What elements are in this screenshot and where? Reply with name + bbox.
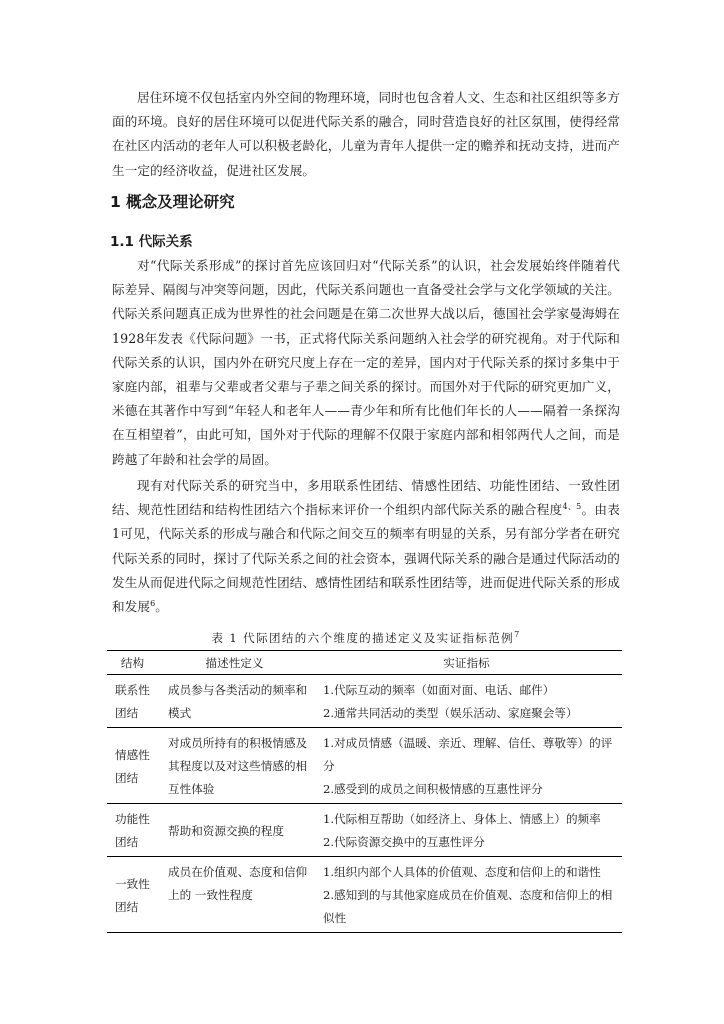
indicator-item: 2.感知到的与其他家庭成员在价值观、态度和信仰上的相似性 bbox=[323, 888, 613, 925]
cell-structure bbox=[107, 804, 158, 857]
paragraph-text: 现有对代际关系的研究当中，多用联系性团结、情感性团结、功能性团结、一致性团结、规范性团结和结构性团结六个指标来评价一个组织内部代际关系的融合程度 bbox=[112, 478, 620, 518]
structure-line: 联系性 bbox=[115, 683, 150, 697]
indicator-item: 2.代际资源交换中的互惠性评分 bbox=[323, 835, 485, 849]
indicator-item: 2.感受到的成员之间积极情感的互惠性评分 bbox=[323, 782, 543, 796]
structure-line: 情感性 bbox=[115, 747, 150, 762]
cell-indicators bbox=[311, 728, 622, 804]
intergenerational-paragraph: 对“代际关系形成”的探讨首先应该回归对“代际关系”的认识，社会发展始终伴随着代际差异、隔阂与冲突等问题，因此，代际关系问题也一直备受社会学与文化学领域的关注。代际关系问题真正成为世界性的社会问题是在第二次世界大战以后，德国社会学家曼海姆在1928年发表《代际问题》一书，正式将代际关系问题纳入社会学的研究视角。对于代际和代际关系的认识，国内外在研究尺度上存在一定的差异，国内对于代际关系的探讨多集中于家庭内部，祖辈与父辈或者父辈与子辈之间关系的探讨。而国外对于代际的研究更加广义，米德在其著作中写到“年轻人和老年人——青少年和所有比他们年长的人——隔着一条探沟在互相望着”，由此可知，国外对于代际的理解不仅限于家庭内部和相邻两代人之间，而是跨越了年龄和社会学的局固。 bbox=[112, 258, 620, 467]
cell-indicators bbox=[311, 857, 622, 933]
caption-text: 表 1 代际团结的六个维度的描述定义及实证指标范例 bbox=[211, 631, 515, 645]
table-row bbox=[107, 675, 622, 728]
solidarity-table bbox=[107, 650, 622, 933]
header-indicators: 实证指标 bbox=[311, 651, 622, 675]
cell-definition: 成员参与各类活动的频率和模式 bbox=[158, 675, 311, 728]
indicator-item: 1.代际相互帮助（如经济上、身体上、情感上）的频率 bbox=[323, 812, 601, 826]
section-heading: 1 概念及理论研究 bbox=[110, 193, 235, 211]
subsection-heading: 1.1 代际关系 bbox=[110, 234, 193, 250]
indicator-item: 1.组织内部个人具体的价值观、态度和信仰上的和谐性 bbox=[323, 865, 601, 879]
paragraph-text: 。 bbox=[155, 599, 168, 615]
cell-definition: 对成员所持有的积极情感及其程度以及对这些情感的相互性体验 bbox=[158, 728, 311, 804]
header-structure: 结构 bbox=[107, 651, 158, 675]
cell-indicators bbox=[311, 804, 622, 857]
cell-structure bbox=[107, 728, 158, 804]
structure-line: 功能性 bbox=[115, 812, 150, 826]
header-definition: 描述性定义 bbox=[158, 651, 311, 675]
table-caption bbox=[112, 630, 620, 646]
structure-line: 一致性 bbox=[115, 876, 150, 891]
table-row bbox=[107, 728, 622, 804]
structure-line: 团结 bbox=[115, 706, 139, 720]
citation-superscript: 4、5 bbox=[562, 502, 582, 512]
table-row bbox=[107, 857, 622, 933]
structure-line: 团结 bbox=[115, 770, 139, 785]
caption-superscript: 7 bbox=[514, 630, 521, 640]
structure-line: 团结 bbox=[115, 899, 139, 914]
solidarity-paragraph bbox=[112, 474, 620, 619]
indicator-item: 2.通常共同活动的类型（娱乐活动、家庭聚会等） bbox=[323, 706, 578, 720]
cell-structure bbox=[107, 857, 158, 933]
cell-indicators bbox=[311, 675, 622, 728]
cell-structure bbox=[107, 675, 158, 728]
citation-superscript: 6 bbox=[150, 598, 156, 608]
table-header-row bbox=[107, 651, 622, 675]
paragraph-text: 。由表1可见，代际关系的形成与融合和代际之间交互的频率有明显的关系，另有部分学者在研究代际关系的同时，探讨了代际关系之间的社会资本，强调代际关系的融合是通过代际活动的发生从而促进代际之间规范性团结、感情性团结和联系性团结等，进而促进代际关系的形成和发展 bbox=[112, 502, 620, 615]
indicator-item: 1.对成员情感（温暖、亲近、理解、信任、尊敬等）的评分 bbox=[323, 736, 613, 773]
intro-paragraph: 居住环境不仅包括室内外空间的物理环境，同时也包含着人文、生态和社区组织等多方面的环境。良好的居住环境可以促进代际关系的融合，同时营造良好的社区氛围，使得经常在社区内活动的老年人可以积极老龄化，儿童为青年人提供一定的赡养和抚动支持，进而产生一定的经济收益，促进社区发展。 bbox=[112, 90, 620, 178]
cell-definition: 成员在价值观、态度和信仰上的 一致性程度 bbox=[158, 857, 311, 933]
indicator-item: 1.代际互动的频率（如面对面、电话、邮件） bbox=[323, 683, 555, 697]
table-row bbox=[107, 804, 622, 857]
cell-definition: 帮助和资源交换的程度 bbox=[158, 804, 311, 857]
structure-line: 团结 bbox=[115, 835, 139, 849]
